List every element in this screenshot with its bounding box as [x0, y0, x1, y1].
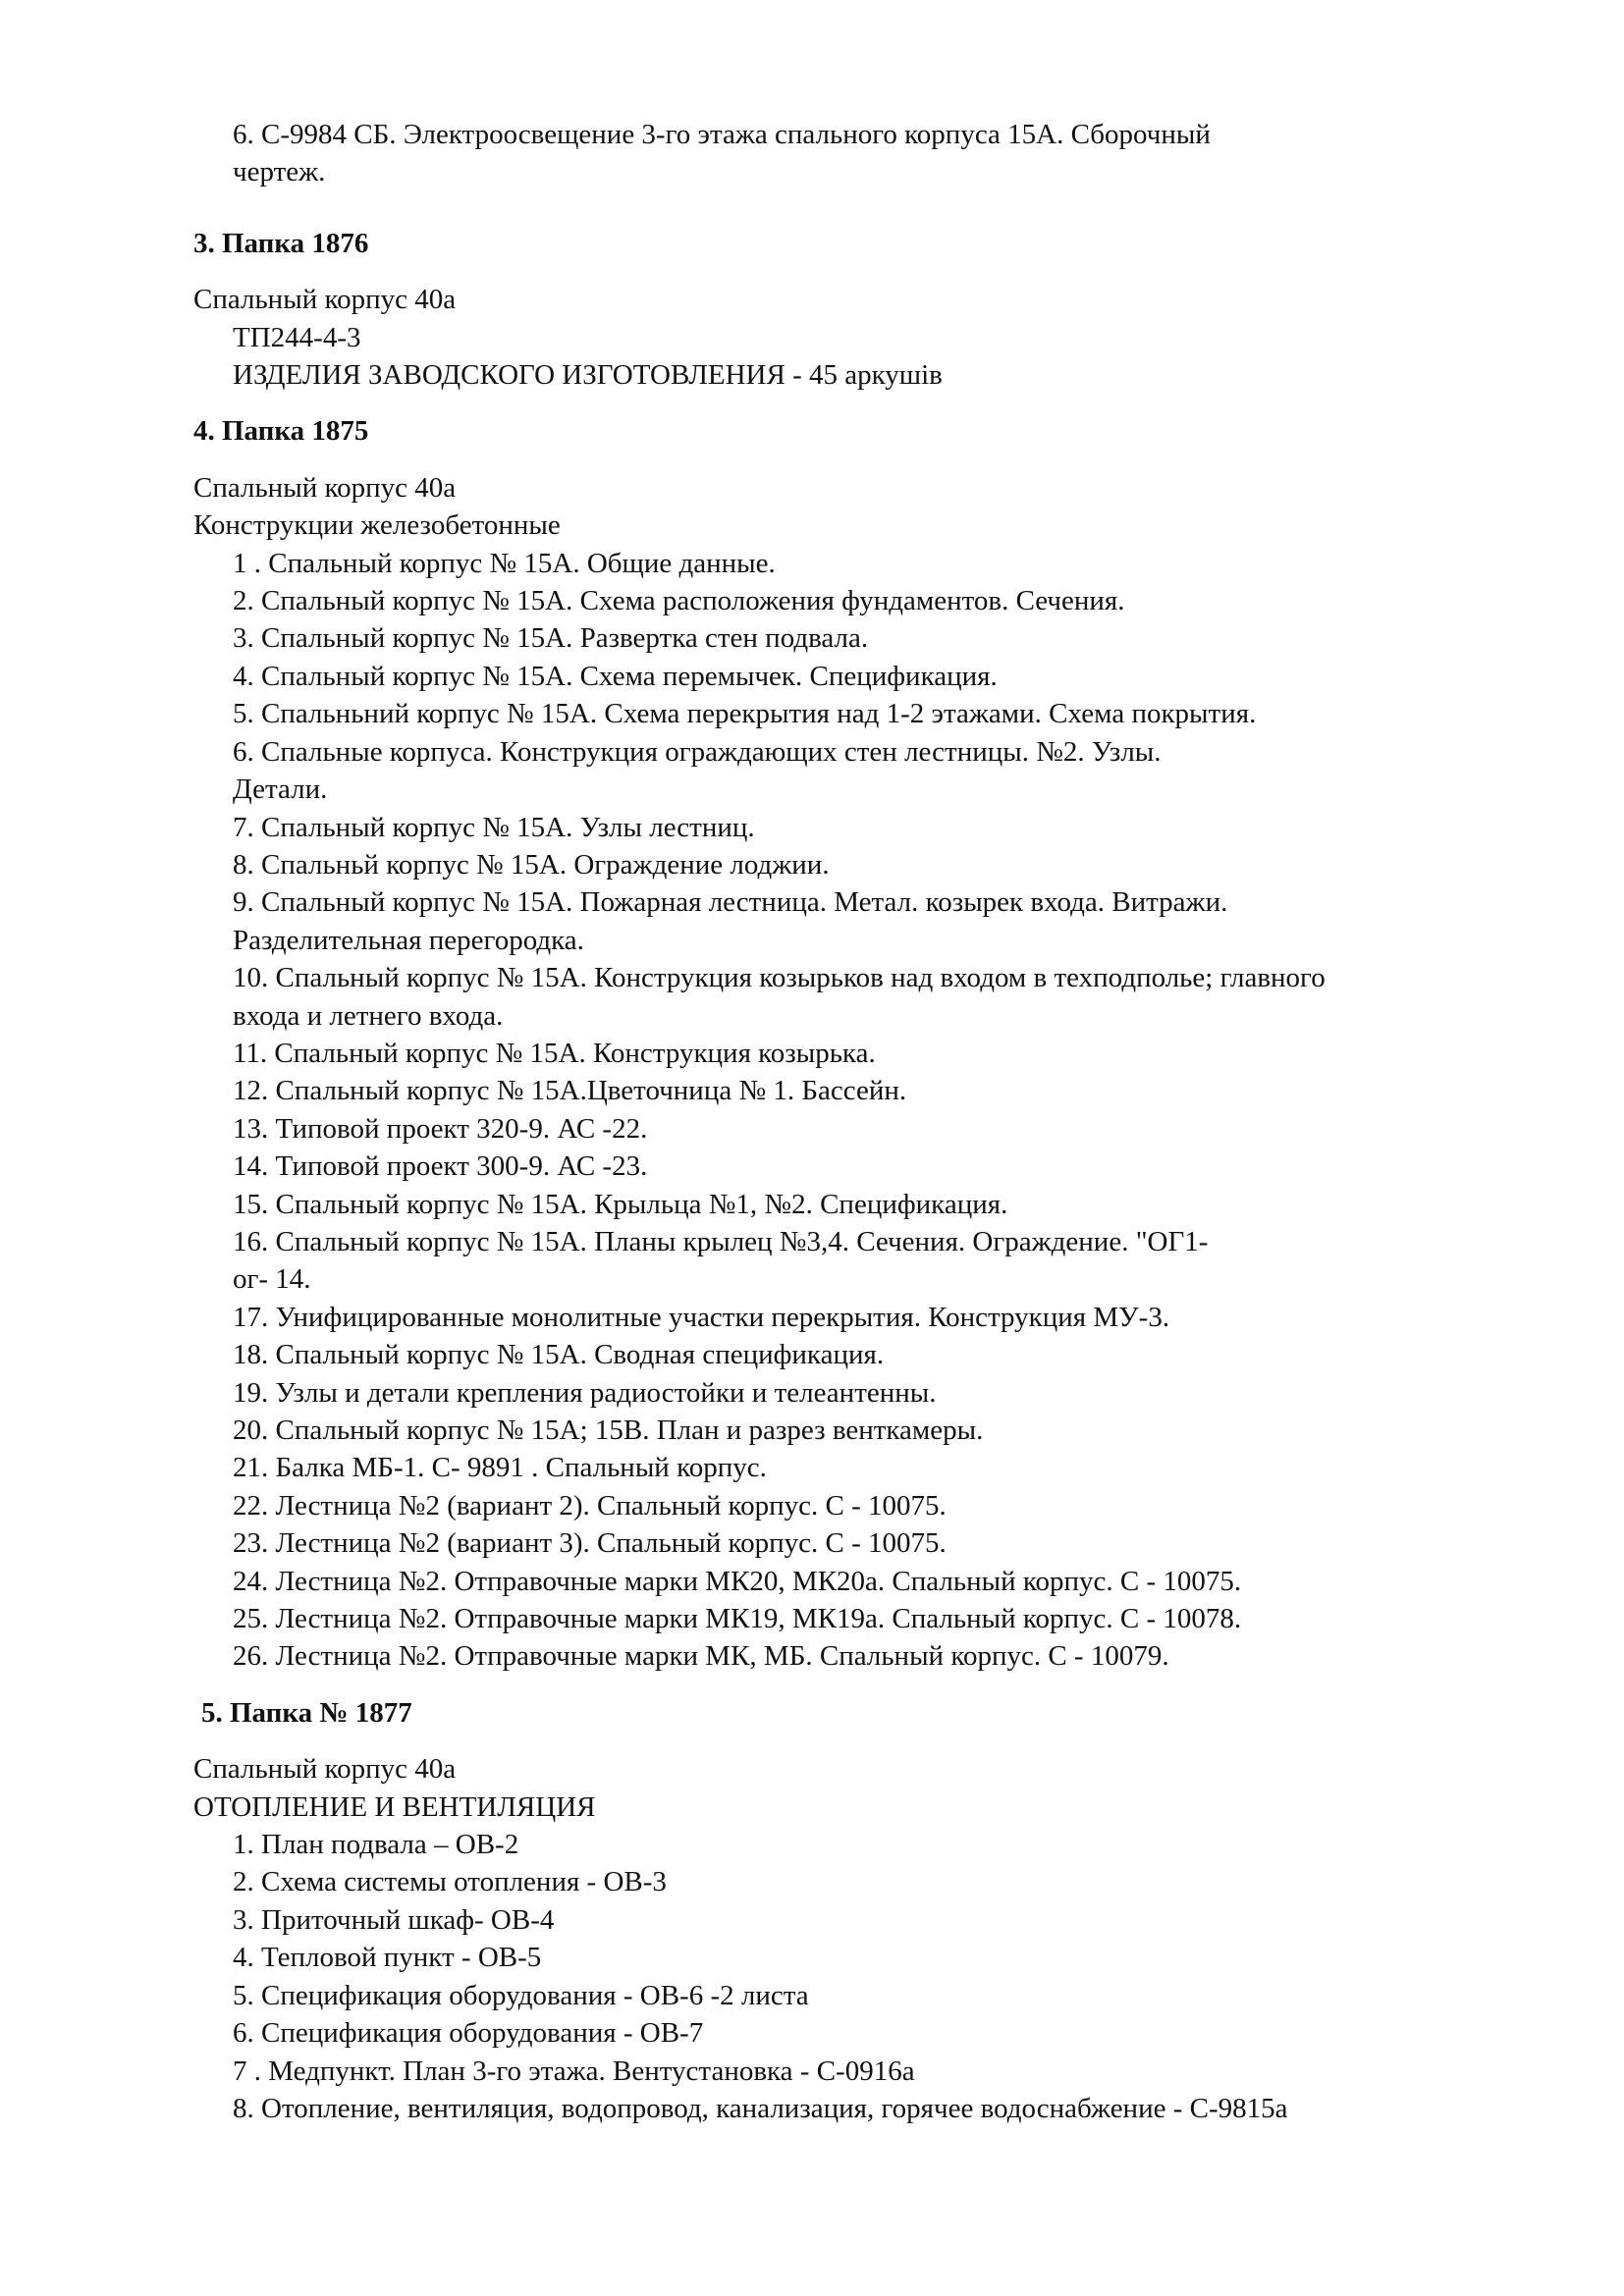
list-item: 18. Спальный корпус № 15А. Сводная спецификация.: [233, 1339, 885, 1371]
list-item: 6. Спецификация оборудования - ОВ-7: [233, 2017, 704, 2050]
list-item: 3. Спальный корпус № 15А. Развертка стен подвала.: [233, 622, 869, 655]
folder3-block: [193, 281, 1539, 394]
folder-subtitle: Конструкции железобетонные: [193, 509, 561, 542]
list-item: 24. Лестница №2. Отправочные марки МК20, МК20а. Спальный корпус. С - 10075.: [233, 1565, 1242, 1597]
folder-subtitle: Спальный корпус 40а: [193, 471, 457, 504]
list-item: ог- 14.: [233, 1263, 311, 1296]
list-item: 1 . Спальный корпус № 15А. Общие данные.: [233, 547, 776, 579]
list-item: 4. Спальный корпус № 15А. Схема перемычек. Спецификация.: [233, 660, 998, 692]
folder-subtitle: ОТОПЛЕНИЕ И ВЕНТИЛЯЦИЯ: [193, 1790, 596, 1823]
section-heading: 5. Папка № 1877: [201, 1696, 412, 1729]
section-heading: 3. Папка 1876: [193, 227, 369, 259]
list-item: 19. Узлы и детали крепления радиостойки и телеантенны.: [233, 1376, 937, 1409]
intro-line: 6. С-9984 СБ. Электроосвещение 3-го этажа спального корпуса 15А. Сборочный: [233, 119, 1211, 150]
list-item: 3. Приточный шкаф- ОВ-4: [233, 1903, 555, 1936]
list-item: 1. План подвала – ОВ-2: [233, 1829, 519, 1861]
folder-line: ИЗДЕЛИЯ ЗАВОДСКОГО ИЗГОТОВЛЕНИЯ - 45 аркушів: [233, 359, 943, 392]
list-item: 15. Спальный корпус № 15А. Крыльца №1, №2. Спецификация.: [233, 1188, 1008, 1220]
list-item: 4. Тепловой пункт - ОВ-5: [233, 1942, 542, 1974]
list-item: 23. Лестница №2 (вариант 3). Спальный корпус. С - 10075.: [233, 1527, 947, 1560]
list-item: 2. Схема системы отопления - ОВ-3: [233, 1866, 667, 1898]
list-item: входа и летнего входа.: [233, 999, 504, 1032]
list-item: 25. Лестница №2. Отправочные марки МК19, МК19а. Спальный корпус. С - 10078.: [233, 1603, 1242, 1635]
list-item: 10. Спальный корпус № 15А. Конструкция козырьков над входом в техподполье; главного: [233, 962, 1326, 994]
list-item: 13. Типовой проект 320-9. АС -22.: [233, 1112, 648, 1145]
document-page: [193, 116, 1539, 2127]
list-item: 5. Спецификация оборудования - ОВ-6 -2 листа: [233, 1979, 809, 2011]
folder4-block: [193, 469, 1539, 1676]
list-item: 8. Отопление, вентиляция, водопровод, канализация, горячее водоснабжение - С-9815а: [233, 2092, 1288, 2124]
section-heading: 4. Папка 1875: [193, 415, 369, 448]
list-item: 21. Балка МБ-1. С- 9891 . Спальный корпус.: [233, 1452, 767, 1484]
list-item: 8. Спальньй корпус № 15А. Ограждение лоджии.: [233, 848, 830, 881]
list-item: 17. Унифицированные монолитные участки перекрытия. Конструкция МУ-3.: [233, 1301, 1170, 1333]
list-item: Разделительная перегородка.: [233, 924, 584, 956]
list-item: 7 . Медпункт. План 3-го этажа. Вентустановка - С-0916а: [233, 2055, 915, 2087]
list-item: 2. Спальный корпус № 15А. Схема расположения фундаментов. Сечения.: [233, 585, 1125, 617]
folder5-block: [193, 1750, 1539, 2127]
list-item: 22. Лестница №2 (вариант 2). Спальный корпус. С - 10075.: [233, 1489, 947, 1522]
list-item: 16. Спальный корпус № 15А. Планы крылец №3,4. Сечения. Ограждение. "ОГ1-: [233, 1225, 1209, 1257]
list-item: 12. Спальный корпус № 15А.Цветочница № 1. Бассейн.: [233, 1075, 907, 1107]
list-item: 20. Спальный корпус № 15А; 15В. План и разрез венткамеры.: [233, 1415, 984, 1446]
folder-subtitle: Спальный корпус 40а: [193, 284, 457, 316]
list-item: 11. Спальный корпус № 15А. Конструкция козырька.: [233, 1037, 876, 1069]
intro-line: чертеж.: [233, 156, 326, 188]
list-item: 14. Типовой проект 300-9. АС -23.: [233, 1150, 648, 1183]
list-item: 26. Лестница №2. Отправочные марки МК, МБ. Спальный корпус. С - 10079.: [233, 1640, 1169, 1673]
folder-line: ТП244-4-3: [233, 321, 361, 353]
list-item: 5. Спальньний корпус № 15А. Схема перекрытия над 1-2 этажами. Схема покрытия.: [233, 698, 1257, 730]
intro-block: [193, 116, 1539, 191]
list-item: 7. Спальный корпус № 15А. Узлы лестниц.: [233, 811, 755, 843]
list-item: 9. Спальный корпус № 15А. Пожарная лестница. Метал. козырек входа. Витражи.: [233, 886, 1228, 919]
list-item: 6. Спальные корпуса. Конструкция ограждающих стен лестницы. №2. Узлы.: [233, 735, 1162, 768]
folder-subtitle: Спальный корпус 40а: [193, 1753, 457, 1786]
list-item: Детали.: [233, 774, 328, 806]
